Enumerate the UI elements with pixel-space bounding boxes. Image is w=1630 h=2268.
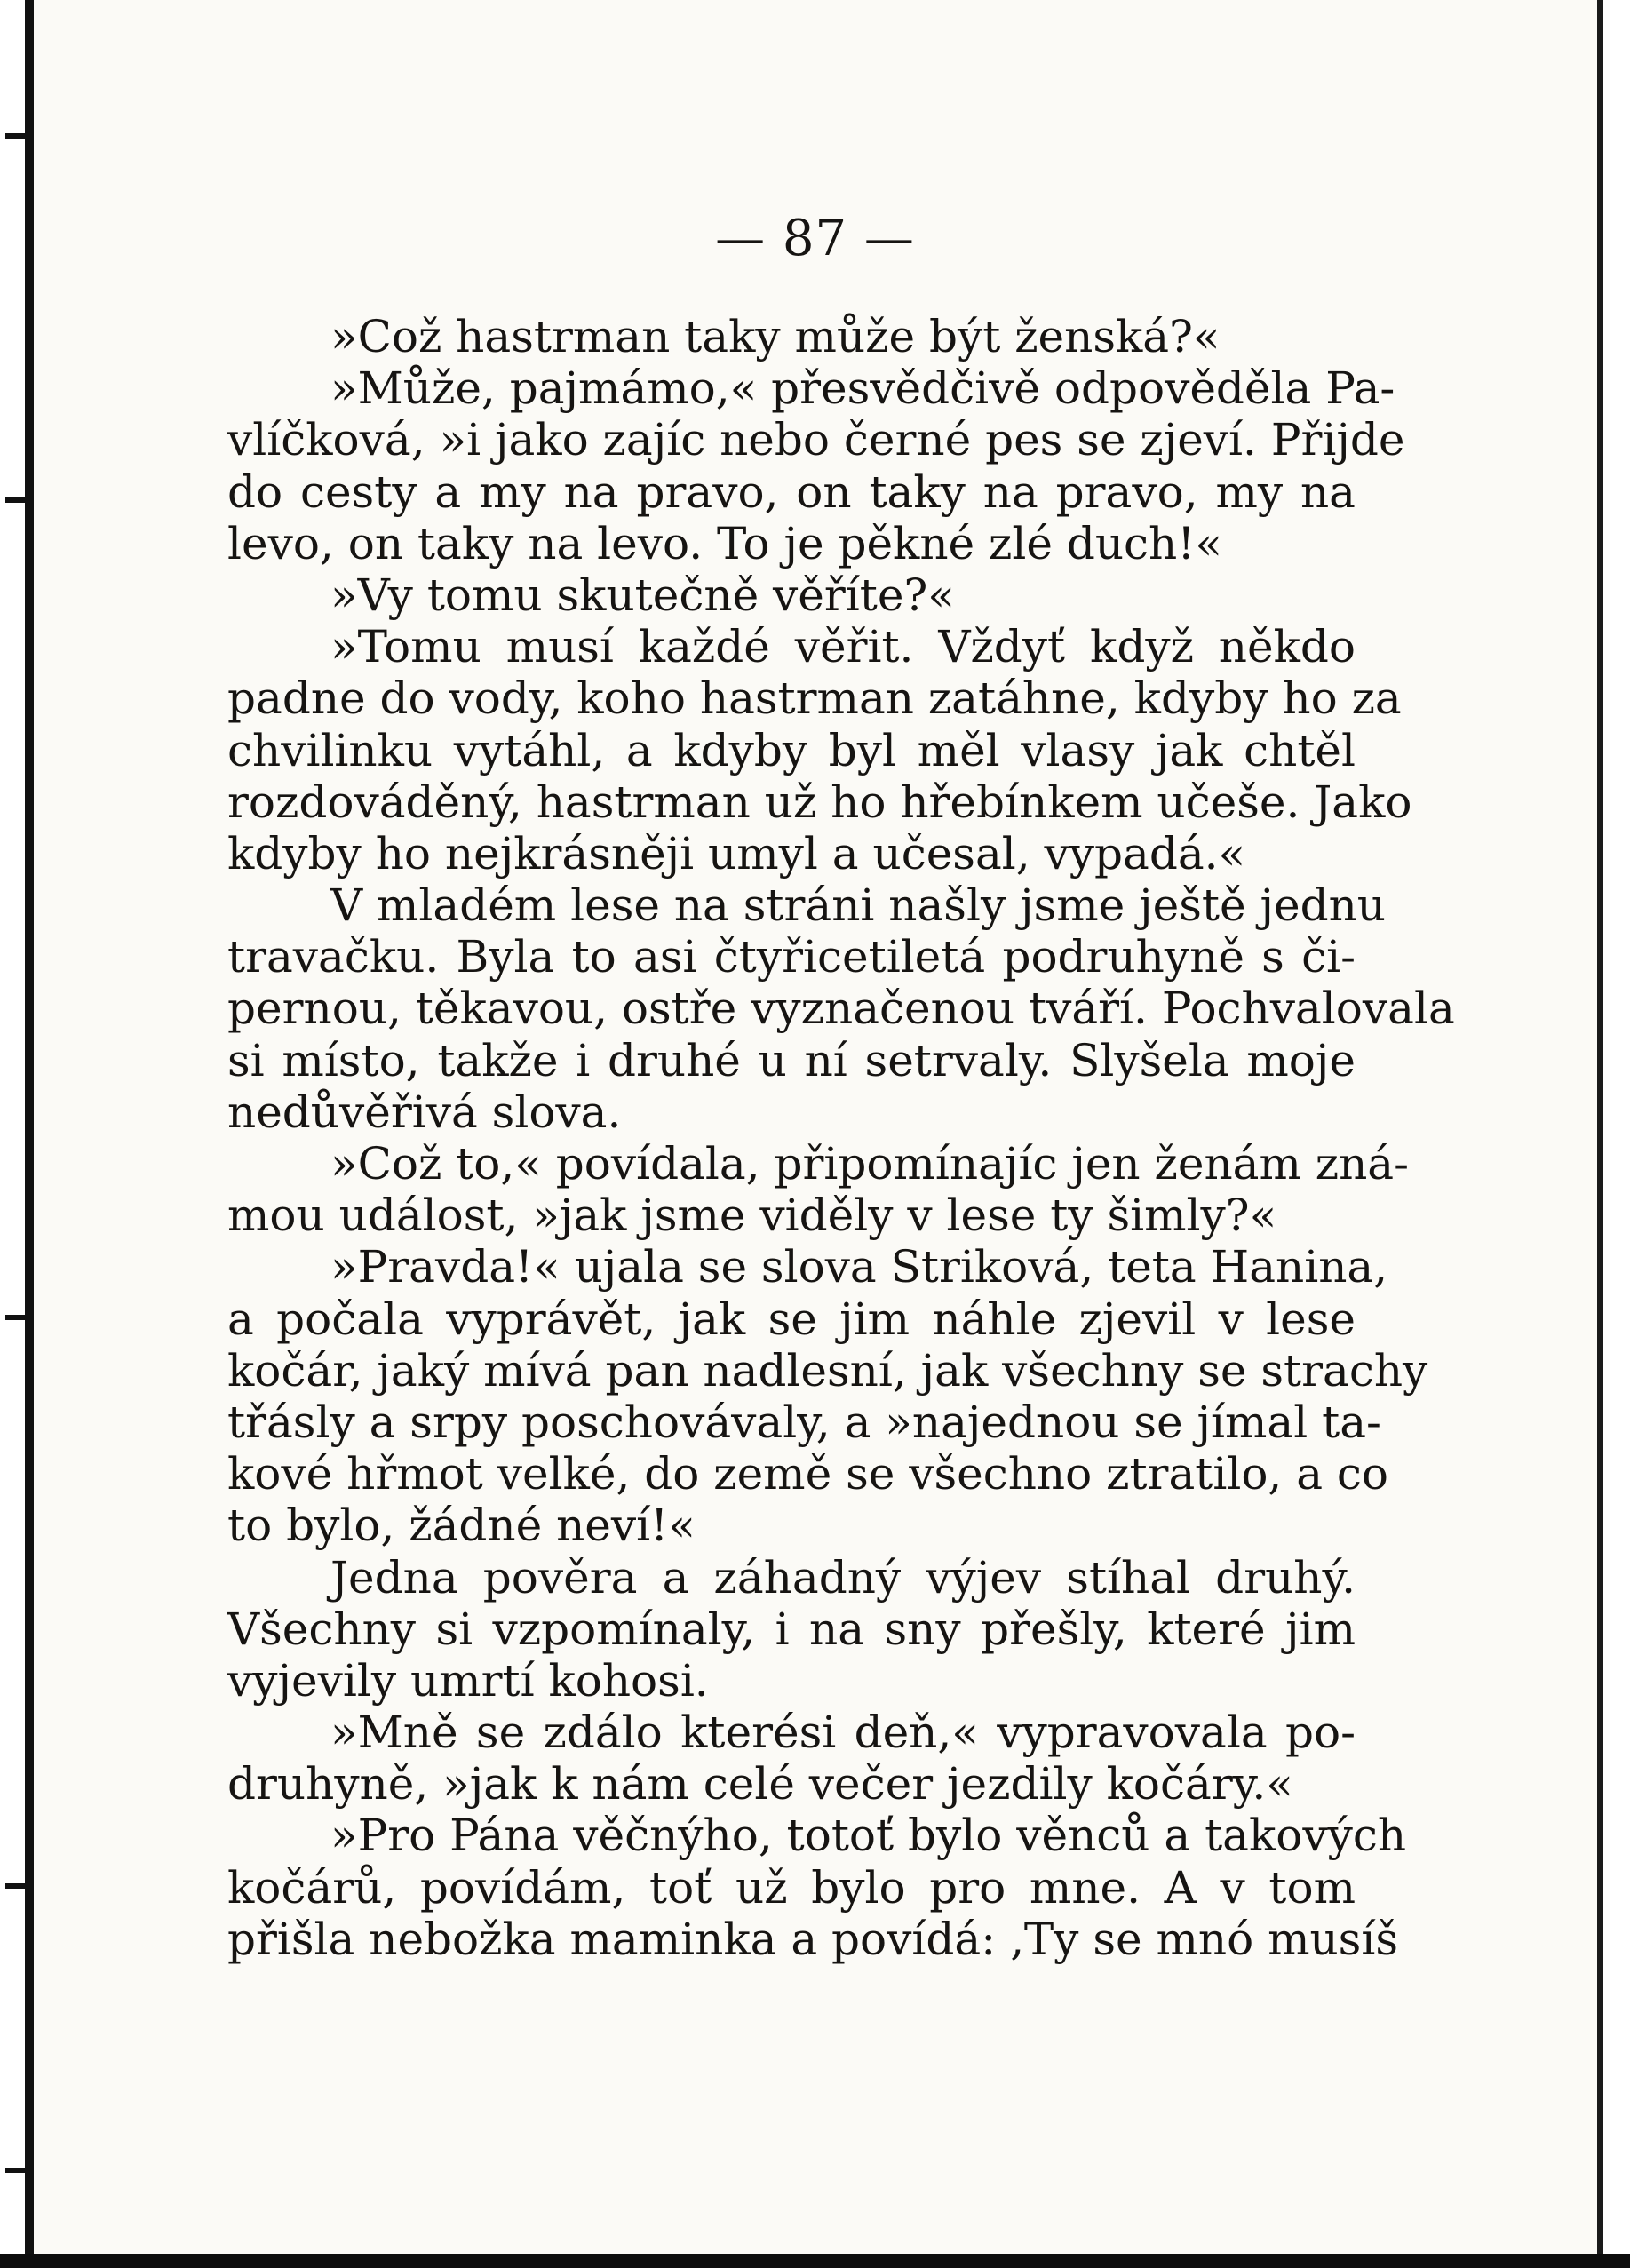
text-line: V mladém lese na stráni našly jsme ještě jednu — [330, 879, 1386, 932]
text-line: »Tomu musí každé věřit. Vždyť když někdo — [330, 621, 1356, 673]
edge-mark — [5, 1315, 25, 1320]
text-line: levo, on taky na levo. To je pěkné zlé duch!« — [227, 517, 1222, 569]
text-line: přišla nebožka maminka a povídá: ‚Ty se mnó musíš — [227, 1913, 1398, 1965]
edge-mark — [5, 497, 25, 503]
edge-mark — [5, 1883, 25, 1889]
text-line: »Pro Pána věčnýho, totoť bylo věnců a takových — [330, 1810, 1407, 1862]
text-line: rozdováděný, hastrman už ho hřebínkem učeše. Jako — [227, 776, 1412, 828]
text-line: kočár, jaký mívá pan nadlesní, jak všechny se strachy — [227, 1344, 1428, 1397]
text-line: padne do vody, koho hastrman zatáhne, kdyby ho za — [227, 672, 1402, 725]
text-line: »Což hastrman taky může být ženská?« — [330, 311, 1221, 362]
edge-mark — [5, 2168, 25, 2173]
text-line: kdyby ho nejkrásněji umyl a učesal, vypadá.« — [227, 827, 1246, 879]
text-line: mou událost, »jak jsme viděly v lese ty šimly?« — [227, 1190, 1277, 1242]
text-line: »Pravda!« ujala se slova Striková, teta Hanina, — [330, 1241, 1388, 1293]
text-line: druhyně, »jak k nám celé večer jezdily kočáry.« — [227, 1758, 1293, 1810]
text-line: nedůvěřivá slova. — [227, 1086, 622, 1138]
text-line: třásly a srpy poschovávaly, a »najednou se jímal ta- — [227, 1396, 1381, 1448]
text-line: Všechny si vzpomínaly, i na sny přešly, které jim — [227, 1603, 1356, 1655]
scan-left-edge — [0, 0, 34, 2268]
text-line: si místo, takže i druhé u ní setrvaly. Slyšela moje — [227, 1034, 1356, 1086]
text-line: vlíčková, »i jako zajíc nebo černé pes se zjeví. Přijde — [227, 414, 1405, 466]
text-line: do cesty a my na pravo, on taky na pravo, my na — [227, 466, 1356, 518]
text-line: Jedna pověra a záhadný výjev stíhal druhý. — [330, 1551, 1356, 1604]
text-line: »Což to,« povídala, připomínajíc jen ženám zná- — [330, 1138, 1410, 1190]
text-line: »Vy tomu skutečně věříte?« — [330, 569, 955, 621]
text-line: »Mně se zdálo kterési deň,« vypravovala po- — [330, 1707, 1356, 1759]
text-line: a počala vyprávět, jak se jim náhle zjevil v lese — [227, 1293, 1356, 1345]
text-line: to bylo, žádné neví!« — [227, 1500, 696, 1552]
text-line: vyjevily umrtí kohosi. — [227, 1654, 709, 1707]
text-line: travačku. Byla to asi čtyřicetiletá podruhyně s či- — [227, 931, 1356, 983]
text-line: kové hřmot velké, do země se všechno ztratilo, a co — [227, 1448, 1389, 1500]
edge-mark — [5, 133, 25, 139]
text-line: chvilinku vytáhl, a kdyby byl měl vlasy jak chtěl — [227, 724, 1356, 776]
body-text — [227, 311, 1455, 1965]
text-line: »Může, pajmámo,« přesvědčivě odpověděla Pa- — [330, 362, 1395, 415]
page-number: — 87 — — [715, 210, 915, 267]
scan-bottom-edge — [0, 2254, 1630, 2268]
text-line: kočárů, povídám, toť už bylo pro mne. A v tom — [227, 1861, 1356, 1914]
text-line: pernou, těkavou, ostře vyznačenou tváří. Pochvalovala — [227, 983, 1455, 1035]
scan-right-edge — [1597, 0, 1630, 2268]
